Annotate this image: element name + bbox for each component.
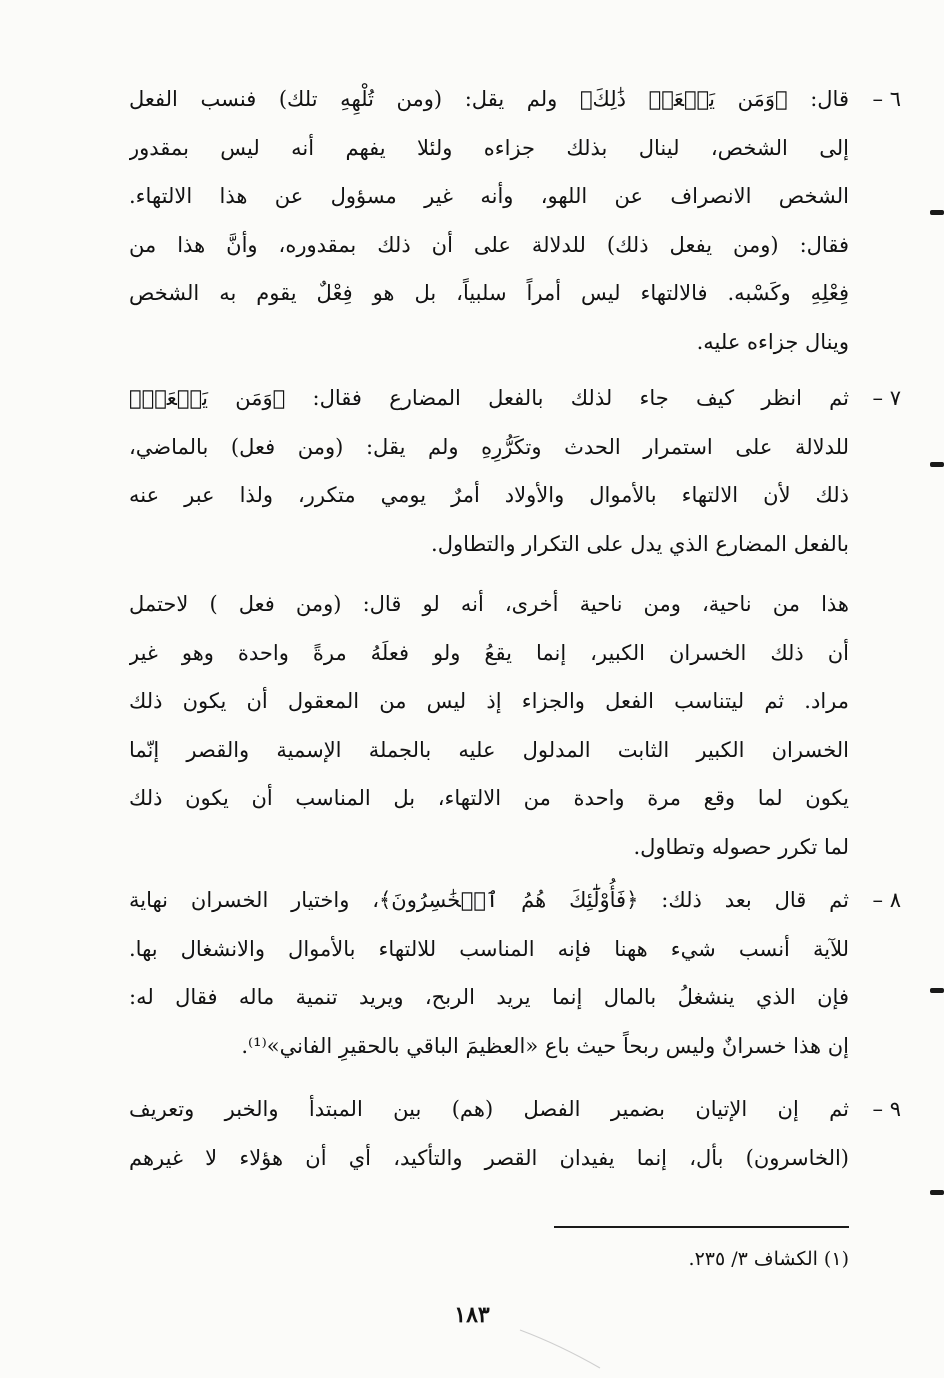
text-line: هذا من ناحية، ومن ناحية أخرى، أنه لو قال: (ومن فعل ) لاحتمل bbox=[129, 592, 849, 616]
text-line: يكون لما وقع مرة واحدة من الالتهاء، بل المناسب أن يكون ذلك bbox=[129, 786, 849, 810]
text-line: بالفعل المضارع الذي يدل على التكرار والتطاول. bbox=[431, 531, 849, 556]
footnote: (١) الكشاف ٣/ ٢٣٥. bbox=[688, 1248, 849, 1270]
numbered-item-8 bbox=[129, 876, 901, 1070]
text-line: أن ذلك الخسران الكبير، إنما يقعُ ولو فعلَهُ مرةً واحدة وهو غير bbox=[129, 640, 849, 665]
text-line: الشخص الانصراف عن اللهو، وأنه غير مسؤول عن هذا الالتهاء. bbox=[129, 184, 849, 208]
text-line: فقال: (ومن يفعل ذلك) للدلالة على أن ذلك بمقدوره، وأنَّ هذا من bbox=[129, 232, 849, 257]
item-number: ٦ – bbox=[872, 87, 901, 111]
text-line: فإن الذي ينشغلُ بالمال إنما يريد الربح، ويريد تنمية ماله فقال له: bbox=[129, 985, 849, 1009]
text-line: قال: ﴿وَمَن يَفۡعَلۡ ذَٰلِكَ﴾ ولم يقل: (ومن تُلْهِهِ تلك) فنسب الفعل bbox=[129, 87, 849, 111]
text-line: للآية أنسب شيء ههنا فإنه المناسب للالتهاء بالأموال والانشغال بها. bbox=[129, 936, 849, 961]
item-number: ٧ – bbox=[872, 386, 901, 410]
item-number: ٩ – bbox=[872, 1097, 901, 1121]
text-line: إن هذا خسرانٌ وليس ربحاً حيث باع «العظيمَ الباقي بالحقيرِ الفاني»⁽¹⁾. bbox=[241, 1033, 849, 1058]
text-line: للدلالة على استمرار الحدث وتكَرُّرِهِ ولم يقل: (ومن فعل) بالماضي، bbox=[129, 434, 849, 459]
text-line: لما تكرر حصوله وتطاول. bbox=[633, 834, 849, 859]
text-line: ذلك لأن الالتهاء بالأموال والأولاد أمرٌ يومي متكرر، ولذا عبر عنه bbox=[129, 483, 849, 507]
scan-edge-mark bbox=[930, 1190, 944, 1195]
text-line: (الخاسرون) بأل، إنما يفيدان القصر والتأكيد، أي أن هؤلاء لا غيرهم bbox=[129, 1145, 849, 1170]
scan-edge-mark bbox=[930, 210, 944, 215]
text-line: وينال جزاءه عليه. bbox=[696, 329, 849, 354]
page-number: ١٨٣ bbox=[454, 1302, 490, 1328]
scan-edge-mark bbox=[930, 462, 944, 467]
numbered-item-6 bbox=[129, 75, 901, 366]
text-line: مراد. ثم ليتناسب الفعل والجزاء إذ ليس من المعقول أن يكون ذلك bbox=[129, 689, 849, 713]
text-line: فِعْلِهِ وكَسْبه. فالالتهاء ليس أمراً سلبياً، بل هو فِعْلٌ يقوم به الشخص bbox=[129, 281, 849, 305]
text-line: ثم انظر كيف جاء لذلك بالفعل المضارع فقال: ﴿وَمَن يَفۡعَلۡ﴾ bbox=[129, 386, 849, 410]
text-line: الخسران الكبير الثابت المدلول عليه بالجملة الإسمية والقصر إنّما bbox=[129, 737, 849, 762]
text-line: ثم قال بعد ذلك: ﴿فَأُوْلَٰٓئِكَ هُمُ ٱلۡخَٰسِرُونَ﴾، واختيار الخسران نهاية bbox=[129, 888, 849, 912]
footnote-divider bbox=[554, 1226, 849, 1228]
numbered-item-7 bbox=[129, 374, 901, 568]
text-line: إلى الشخص، لينال بذلك جزاءه ولئلا يفهم أنه ليس بمقدور bbox=[129, 135, 849, 160]
numbered-item-9 bbox=[129, 1085, 901, 1182]
text-line: ثم إن الإتيان بضمير الفصل (هم) بين المبتدأ والخبر وتعريف bbox=[129, 1097, 849, 1121]
body-paragraph bbox=[129, 580, 849, 871]
item-number: ٨ – bbox=[872, 888, 901, 912]
scan-edge-mark bbox=[930, 988, 944, 993]
